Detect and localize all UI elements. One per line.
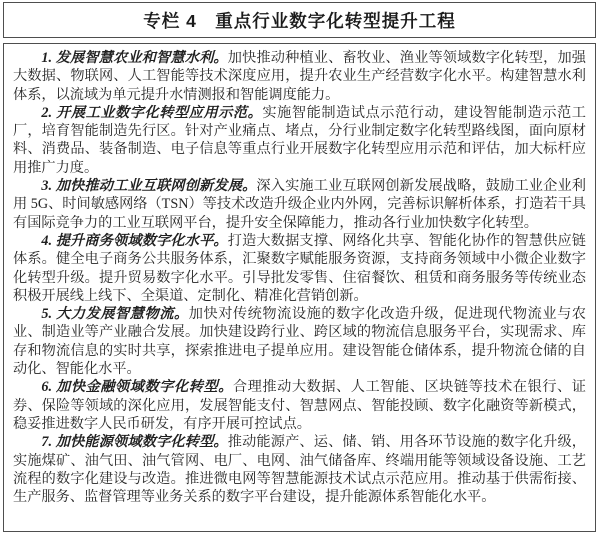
paragraph-7-lead: 7. 加快能源领域数字化转型。 bbox=[41, 434, 228, 451]
paragraph-2-text: 实施智能制造试点示范行动，建设智能制造示范工厂，培育智能制造先行区。针对产业痛点、堵点，分行业制定数字化转型路线图，面向原材料、消费品、装备制造、电子信息等重点行业开展数字化转型应用示范和评估，加大标杆应用推广力度。 bbox=[13, 104, 586, 176]
panel-body bbox=[3, 43, 596, 532]
paragraph-2 bbox=[13, 104, 586, 177]
paragraph-5-lead: 5. 大力发展智慧物流。 bbox=[41, 306, 189, 323]
paragraph-1-text: 加快推动种植业、畜牧业、渔业等领域数字化转型，加强大数据、物联网、人工智能等技术深度应用，提升农业生产经营数字化水平。构建智慧水利体系，以流域为单元提升水情测报和智能调度能力。 bbox=[13, 50, 586, 103]
paragraph-2-lead: 2. 开展工业数字化转型应用示范。 bbox=[41, 104, 263, 121]
panel-title: 专栏 4 重点行业数字化转型提升工程 bbox=[3, 2, 596, 38]
paragraph-6-text: 合理推动大数据、人工智能、区块链等技术在银行、证券、保险等领域的深化应用，发展智能支付、智慧网点、智能投顾、数字化融资等新模式，稳妥推进数字人民币研发，有序开展可控试点。 bbox=[13, 379, 586, 432]
paragraph-3 bbox=[13, 177, 586, 232]
paragraph-7 bbox=[13, 433, 586, 506]
paragraph-5 bbox=[13, 305, 586, 378]
paragraph-5-text: 加快对传统物流设施的数字化改造升级，促进现代物流业与农业、制造业等产业融合发展。加快建设跨行业、跨区域的物流信息服务平台，实现需求、库存和物流信息的实时共享，探索推进电子提单应用。建设智能仓储体系，提升物流仓储的自动化、智能化水平。 bbox=[13, 306, 586, 378]
paragraph-4-lead: 4. 提升商务领域数字化水平。 bbox=[41, 232, 228, 249]
paragraph-6 bbox=[13, 378, 586, 433]
paragraph-1-lead: 1. 发展智慧农业和智慧水利。 bbox=[41, 50, 228, 66]
paragraph-6-lead: 6. 加快金融领域数字化转型。 bbox=[41, 379, 233, 396]
paragraph-3-lead: 3. 加快推动工业互联网创新发展。 bbox=[41, 178, 257, 195]
paragraph-4-text: 打造大数据支撑、网络化共享、智能化协作的智慧供应链体系。健全电子商务公共服务体系，汇聚数字赋能服务资源，支持商务领域中小微企业数字化转型升级。提升贸易数字化水平。引导批发零售、住宿餐饮、租赁和商务服务等传统业态积极开展线上线下、全渠道、定制化、精准化营销创新。 bbox=[13, 232, 586, 304]
paragraph-7-text: 推动能源产、运、储、销、用各环节设施的数字化升级，实施煤矿、油气田、油气管网、电厂、电网、油气储备库、终端用能等领域设备设施、工艺流程的数字化建设与改造。推进微电网等智慧能源技术试点示范应用。推动基于供需衔接、生产服务、监督管理等业务关系的数字平台建设，提升能源体系智能化水平。 bbox=[13, 434, 586, 506]
column-4-panel bbox=[3, 2, 596, 532]
paragraph-1 bbox=[13, 49, 586, 104]
paragraph-4 bbox=[13, 232, 586, 305]
paragraph-3-text: 深入实施工业互联网创新发展战略，鼓励工业企业利用 5G、时间敏感网络（TSN）等技术改造升级企业内外网，完善标识解析体系，打造若干具有国际竞争力的工业互联网平台，提升安全保障能力，推动各行业加快数字化转型。 bbox=[13, 178, 586, 231]
